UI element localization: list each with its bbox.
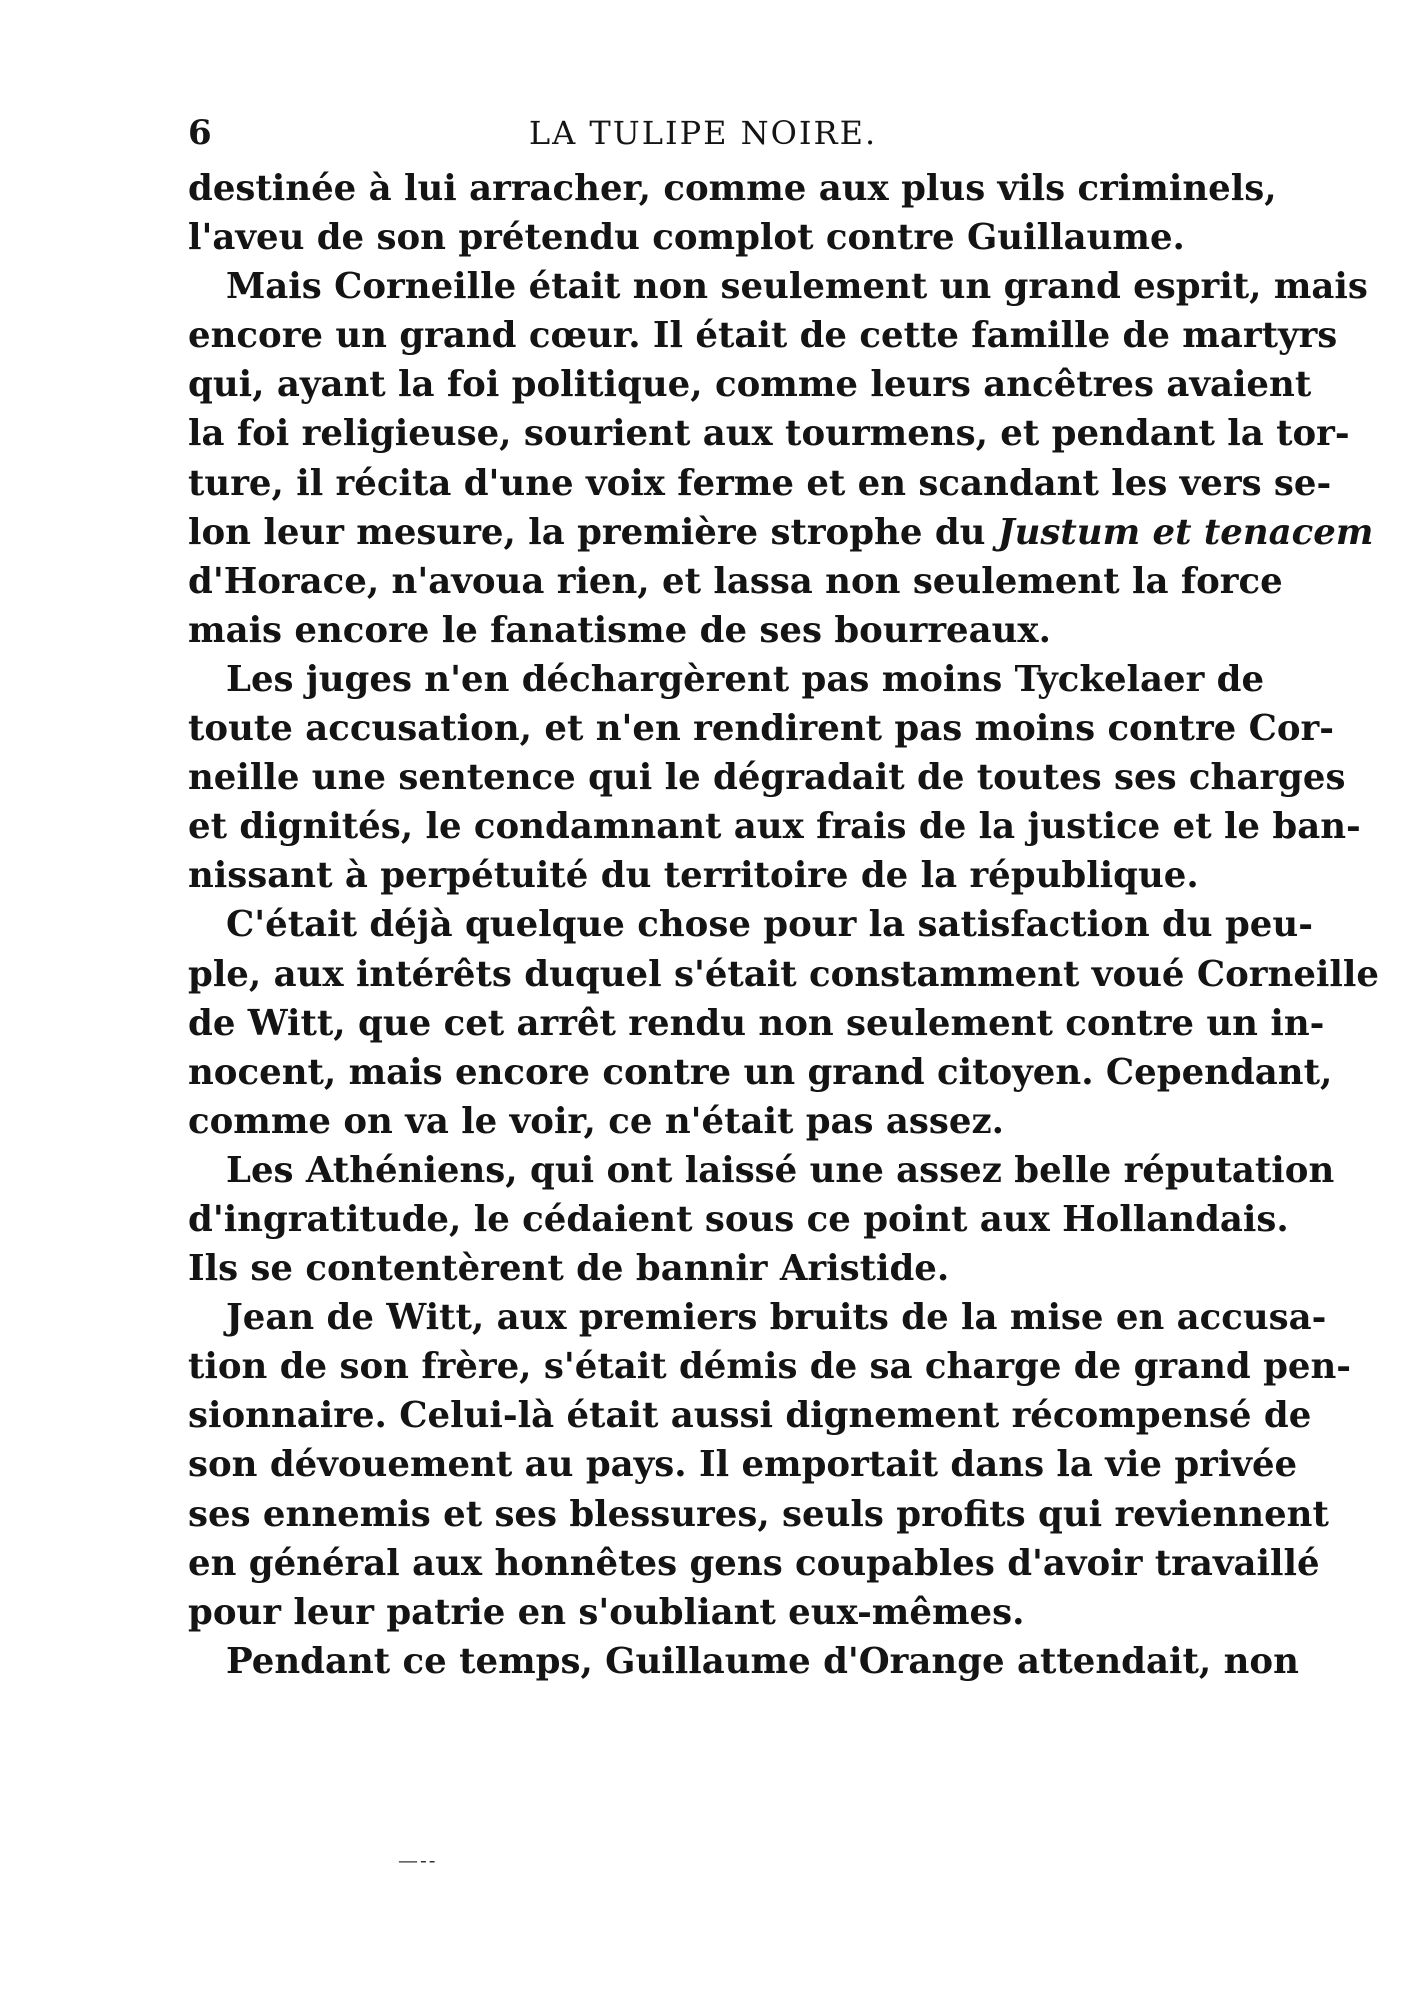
text-line: l'aveu de son prétendu complot contre Guillaume. — [188, 217, 1185, 259]
text-line: Mais Corneille était non seulement un grand esprit, mais — [226, 266, 1368, 308]
text-line: toute accusation, et n'en rendirent pas moins contre Cor- — [188, 708, 1334, 750]
text-line: d'ingratitude, le cédaient sous ce point aux Hollandais. — [188, 1198, 1289, 1240]
text-line: nocent, mais encore contre un grand citoyen. Cependant, — [188, 1051, 1333, 1093]
text-line: sionnaire. Celui-là était aussi dignement récompensé de — [188, 1395, 1312, 1437]
text-line: Jean de Witt, aux premiers bruits de la mise en accusa- — [226, 1297, 1327, 1339]
text-line: en général aux honnêtes gens coupables d'avoir travaillé — [188, 1542, 1320, 1584]
text-line: ple, aux intérêts duquel s'était constamment voué Corneille — [188, 953, 1379, 995]
text-line: la foi religieuse, sourient aux tourmens, et pendant la tor- — [188, 413, 1350, 455]
text-line: Ils se contentèrent de bannir Aristide. — [188, 1248, 950, 1290]
page-number: 6 — [188, 113, 212, 153]
body-text — [188, 164, 1379, 1686]
text-line: destinée à lui arracher, comme aux plus vils criminels, — [188, 168, 1277, 209]
text-line: neille une sentence qui le dégradait de toutes ses charges — [188, 757, 1346, 799]
italic-latin-quote: Justum et tenacem — [997, 511, 1374, 553]
text-line: Pendant ce temps, Guillaume d'Orange attendait, non — [226, 1640, 1299, 1682]
text-line: C'était déjà quelque chose pour la satisfaction du peu- — [226, 904, 1313, 946]
text-line: et dignités, le condamnant aux frais de la justice et le ban- — [188, 806, 1361, 848]
text-line: pour leur patrie en s'oubliant eux-mêmes. — [188, 1591, 1025, 1633]
text-line: de Witt, que cet arrêt rendu non seulement contre un in- — [188, 1002, 1325, 1044]
text-line: son dévouement au pays. Il emportait dans la vie privée — [188, 1444, 1298, 1486]
text-line: comme on va le voir, ce n'était pas assez. — [188, 1100, 1004, 1142]
text-line: qui, ayant la foi politique, comme leurs ancêtres avaient — [188, 364, 1312, 406]
running-title: LA TULIPE NOIRE. — [528, 114, 878, 152]
text-line: ses ennemis et ses blessures, seuls profits qui reviennent — [188, 1493, 1329, 1535]
text-line: encore un grand cœur. Il était de cette famille de martyrs — [188, 315, 1338, 357]
text-line: mais encore le fanatisme de ses bourreaux. — [188, 609, 1051, 651]
text-line: tion de son frère, s'était démis de sa charge de grand pen- — [188, 1346, 1352, 1388]
page-header — [188, 108, 1218, 158]
text-line: Les juges n'en déchargèrent pas moins Tyckelaer de — [226, 658, 1265, 700]
footer-mark: —-- — [398, 1848, 438, 1872]
text-line: Les Athéniens, qui ont laissé une assez belle réputation — [226, 1149, 1335, 1191]
text-line: ture, il récita d'une voix ferme et en scandant les vers se- — [188, 462, 1332, 504]
text-line: d'Horace, n'avoua rien, et lassa non seulement la force — [188, 560, 1283, 602]
text-line: nissant à perpétuité du territoire de la république. — [188, 855, 1199, 897]
text-line-prefix: lon leur mesure, la première strophe du — [188, 511, 986, 553]
text-line-with-quote — [188, 508, 1374, 557]
